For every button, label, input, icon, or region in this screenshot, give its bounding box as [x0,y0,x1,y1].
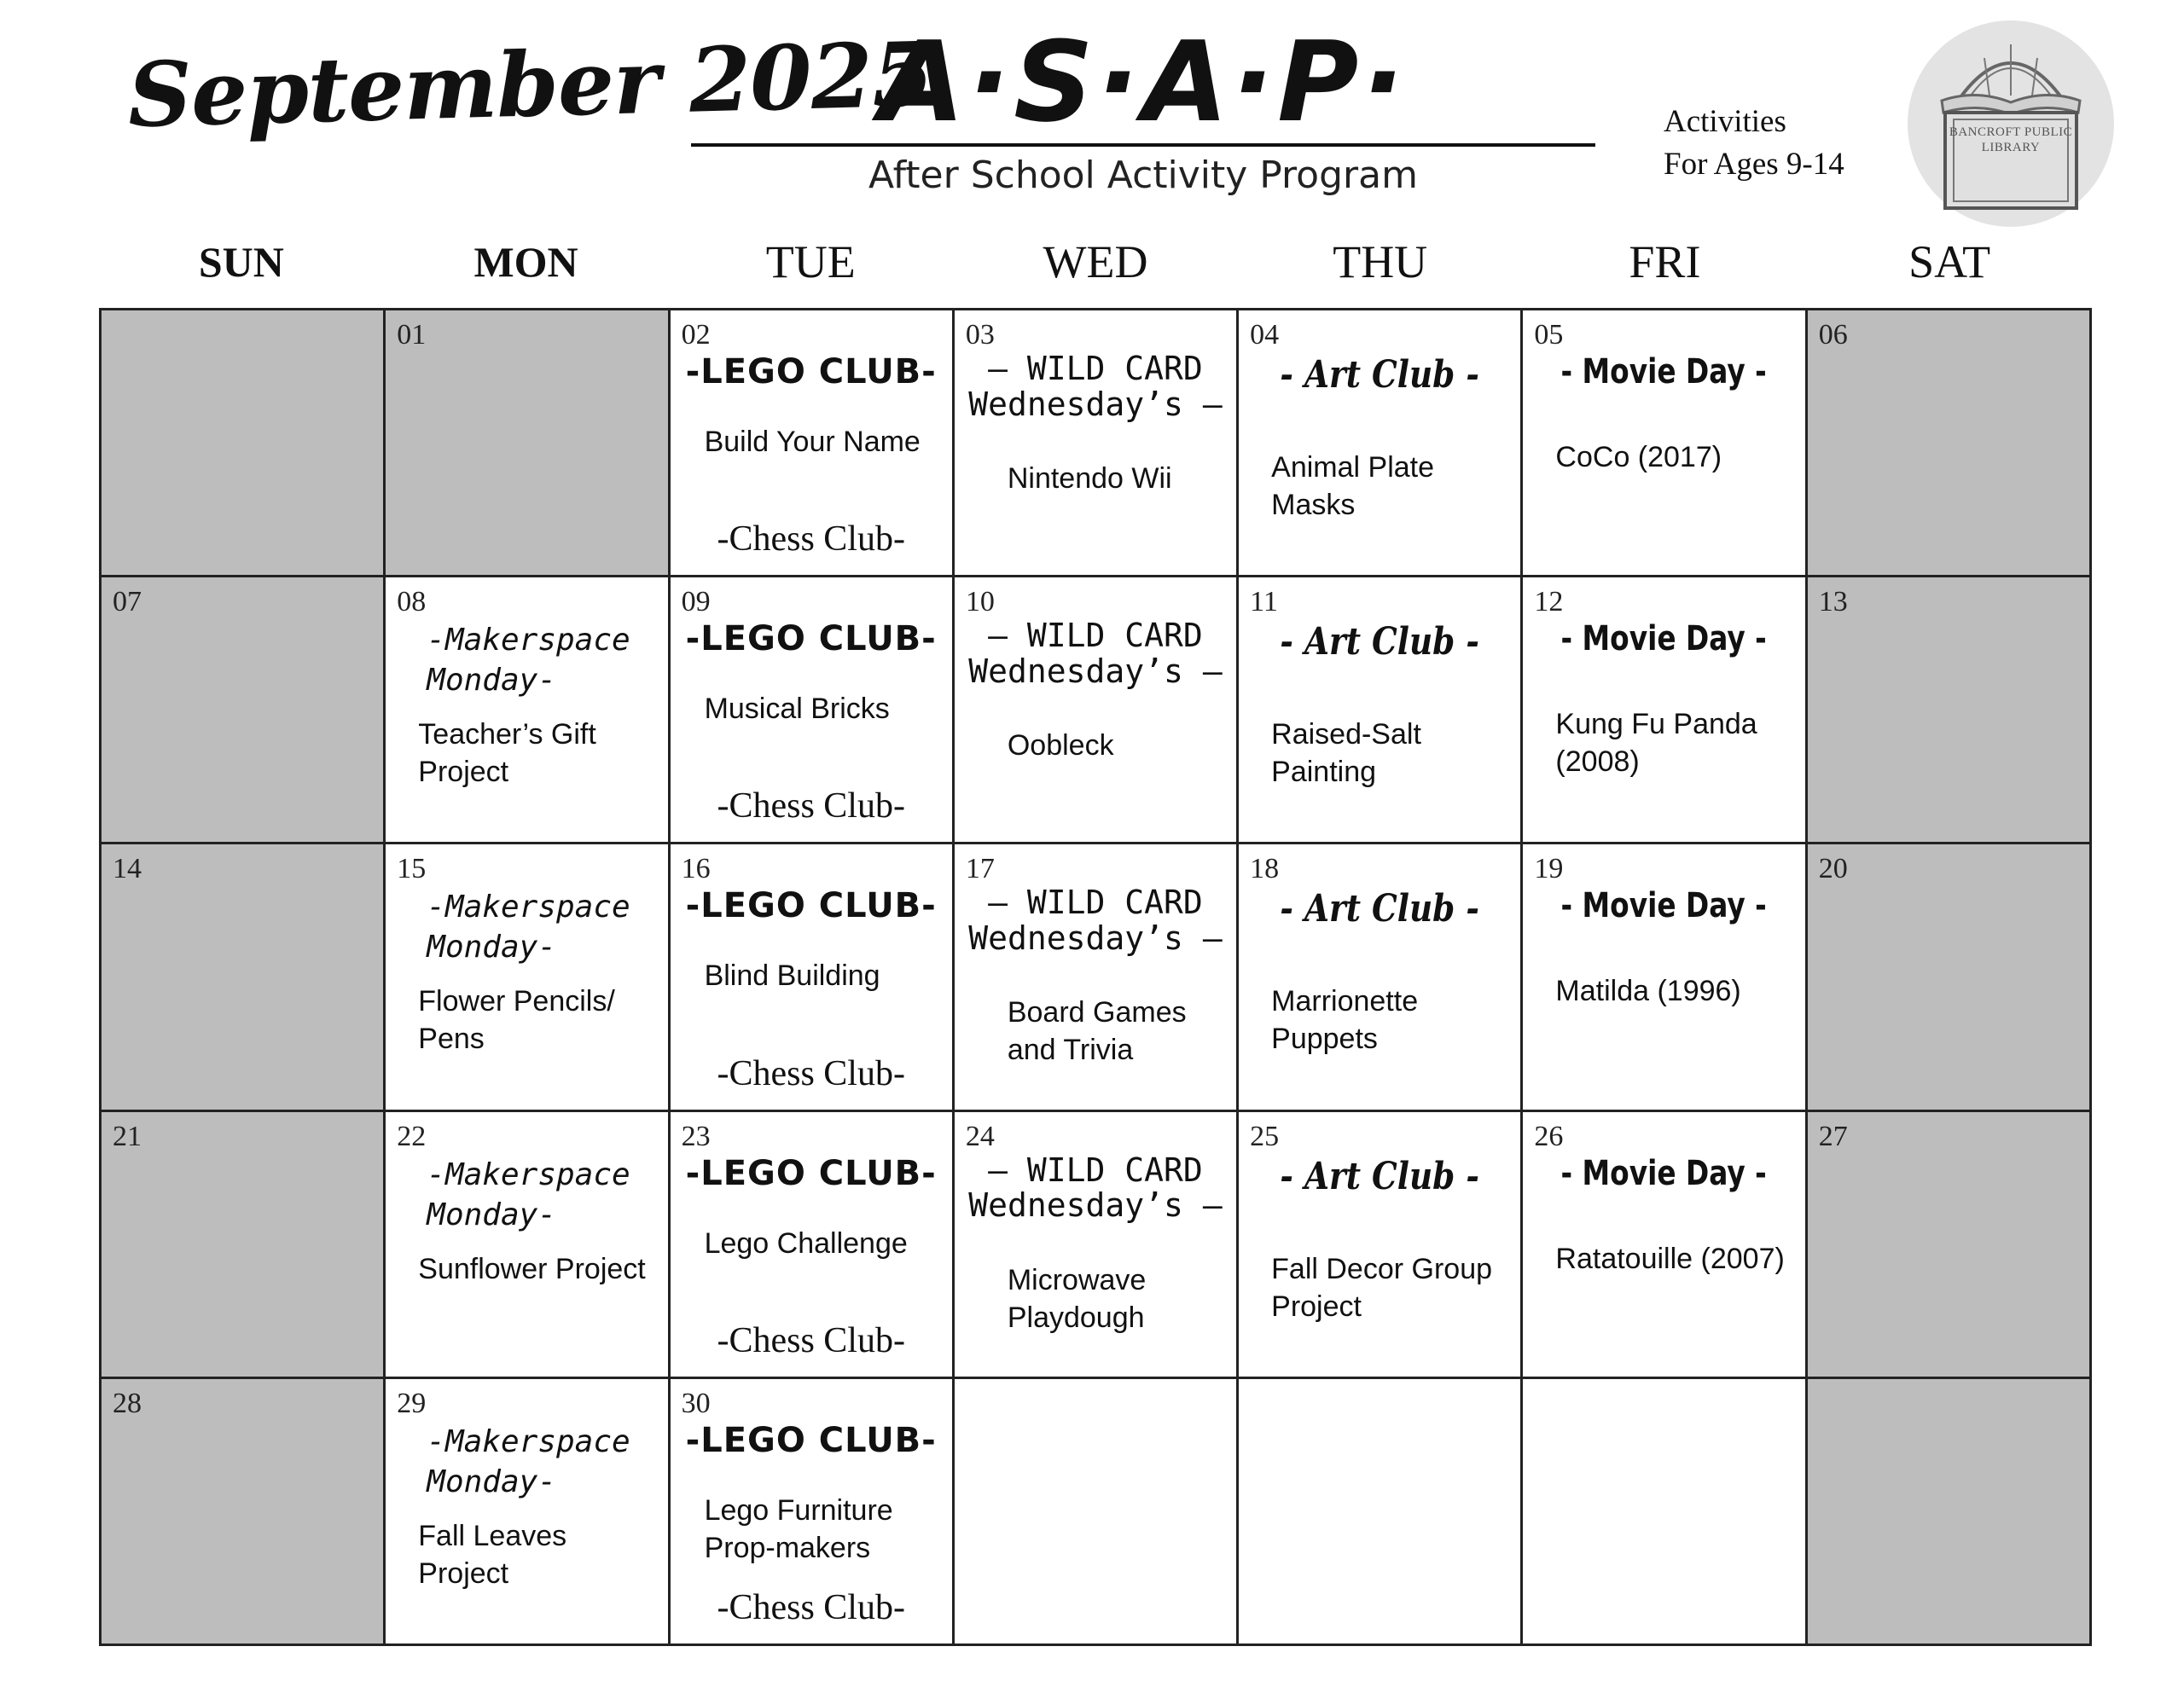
calendar-day-cell [955,1112,1236,1377]
calendar-day-cell [1808,844,2089,1109]
day-number: 05 [1534,319,1564,351]
month-title: September 2025 [126,21,934,148]
club-name: -LEGO CLUB- [685,619,937,659]
day-number: 06 [1818,319,1848,351]
club-name: - Art Club - [1280,353,1479,397]
calendar-day-cell [1808,577,2089,842]
day-number: 28 [113,1387,142,1419]
calendar-day-cell [671,1379,952,1644]
logo-text: BANCROFT PUBLIC LIBRARY [1949,125,2073,154]
calendar-day-cell [1808,1112,2089,1377]
activity-description: CoCo (2017) [1555,441,1722,473]
activity-description: Blind Building [704,959,880,993]
calendar-day-cell [102,310,383,575]
club-name: - Art Club - [1280,1154,1479,1198]
club-name: -Makerspace Monday- [427,1157,630,1232]
activity-description: Fall Leaves Project [418,1519,567,1590]
calendar-day-cell [102,844,383,1109]
day-number: 13 [1818,586,1848,618]
day-number: 17 [965,853,995,885]
calendar-day-cell [955,844,1236,1109]
calendar-day-cell [1239,1379,1520,1644]
club-name: -Makerspace Monday- [427,1423,630,1499]
club-name: - Movie Day - [1560,619,1768,659]
day-number: 09 [681,586,711,618]
day-of-week-header: FRI [1629,236,1701,287]
activity-description: Musical Bricks [704,693,890,726]
activity-description: Fall Decor Group Project [1271,1252,1493,1323]
program-title: A·S·A·P· [879,17,1408,147]
chess-club-label: -Chess Club- [717,1588,905,1627]
activity-description: Animal Plate Masks [1271,451,1435,521]
ages-line-1: Activities [1664,104,1786,139]
library-logo [1908,20,2114,227]
calendar-day-cell [1239,310,1520,575]
day-number: 20 [1818,853,1848,885]
calendar-grid [99,308,2092,1646]
calendar-day-cell [671,844,952,1109]
calendar-day-cell [1808,1379,2089,1644]
calendar-day-cell [1523,310,1804,575]
calendar-day-cell [386,577,667,842]
club-name: - Movie Day - [1560,352,1768,391]
club-name: -LEGO CLUB- [685,1153,937,1193]
calendar-day-cell [671,310,952,575]
club-name: -LEGO CLUB- [685,352,937,391]
day-number: 04 [1250,319,1280,351]
activity-description: Sunflower Project [418,1252,646,1285]
program-subtitle: After School Activity Program [868,154,1418,197]
day-number: 16 [681,853,711,885]
calendar-day-cell [386,1112,667,1377]
day-number: 14 [113,853,142,885]
calendar-day-cell [102,1112,383,1377]
club-name: - Movie Day - [1560,886,1768,926]
calendar-day-cell [671,577,952,842]
activity-description: Board Games and Trivia [1007,996,1187,1067]
calendar-day-cell [955,1379,1236,1644]
calendar-day-cell [386,310,667,575]
day-number: 27 [1818,1120,1848,1152]
activity-description: Matilda (1996) [1555,975,1741,1008]
activity-description: Lego Challenge [704,1226,908,1260]
activity-description: Raised-Salt Painting [1271,718,1421,789]
club-name: – WILD CARD Wednesday’s – [968,1151,1223,1225]
club-name: -LEGO CLUB- [685,1420,937,1460]
club-name: – WILD CARD Wednesday’s – [968,617,1223,690]
day-number: 03 [965,319,995,351]
day-number: 30 [681,1387,711,1419]
library-building-icon [1908,20,2114,227]
day-number: 07 [113,586,142,618]
club-name: - Art Club - [1280,620,1479,664]
activity-description: Flower Pencils/ Pens [418,985,615,1056]
day-number: 21 [113,1120,142,1152]
calendar-day-cell [386,844,667,1109]
calendar-day-cell [1523,1379,1804,1644]
day-number: 19 [1534,853,1564,885]
title-underline [691,143,1595,147]
club-name: - Movie Day - [1560,1153,1768,1193]
club-name: – WILD CARD Wednesday’s – [968,884,1223,958]
activity-description: Nintendo Wii [1007,462,1172,495]
club-name: -Makerspace Monday- [427,623,630,699]
day-number: 25 [1250,1120,1280,1152]
calendar-day-cell [1239,1112,1520,1377]
chess-club-label: -Chess Club- [717,1053,905,1093]
activity-description: Marrionette Puppets [1271,985,1419,1056]
age-range [1664,101,1844,186]
day-of-week-header: TUE [765,236,856,287]
day-number: 18 [1250,853,1280,885]
calendar-day-cell [1523,1112,1804,1377]
calendar-day-cell [1523,577,1804,842]
ages-line-2: For Ages 9-14 [1664,147,1844,182]
day-number: 01 [397,319,427,351]
calendar-day-cell [1523,844,1804,1109]
day-of-week-header: SUN [198,238,284,286]
activity-description: Teacher’s Gift Project [418,718,596,789]
day-number: 24 [965,1120,995,1152]
day-number: 10 [965,586,995,618]
day-number: 12 [1534,586,1564,618]
activity-description: Kung Fu Panda (2008) [1555,708,1757,779]
activity-description: Oobleck [1007,729,1114,762]
day-of-week-header: MON [473,238,578,286]
day-number: 22 [397,1120,427,1152]
calendar-day-cell [955,577,1236,842]
club-name: – WILD CARD Wednesday’s – [968,350,1223,423]
chess-club-label: -Chess Club- [717,519,905,559]
calendar-day-cell [102,577,383,842]
calendar-day-cell [1239,577,1520,842]
calendar-day-cell [955,310,1236,575]
day-number: 02 [681,319,711,351]
day-number: 15 [397,853,427,885]
day-of-week-header: SAT [1908,236,1991,287]
activity-description: Microwave Playdough [1007,1263,1147,1334]
day-number: 26 [1534,1120,1564,1152]
calendar-day-cell [1808,310,2089,575]
activity-description: Lego Furniture Prop-makers [704,1493,893,1564]
calendar-day-cell [386,1379,667,1644]
club-name: -Makerspace Monday- [427,890,630,965]
activity-description: Ratatouille (2007) [1555,1242,1785,1275]
day-of-week-header: WED [1043,236,1148,287]
day-of-week-header: THU [1333,236,1428,287]
calendar-day-cell [1239,844,1520,1109]
chess-club-label: -Chess Club- [717,1320,905,1360]
activity-description: Build Your Name [704,426,921,458]
day-number: 11 [1250,586,1278,618]
chess-club-label: -Chess Club- [717,786,905,826]
day-number: 29 [397,1387,427,1419]
calendar-day-cell [671,1112,952,1377]
club-name: - Art Club - [1280,887,1479,931]
day-number: 08 [397,586,427,618]
calendar-day-cell [102,1379,383,1644]
club-name: -LEGO CLUB- [685,886,937,926]
day-number: 23 [681,1120,711,1152]
